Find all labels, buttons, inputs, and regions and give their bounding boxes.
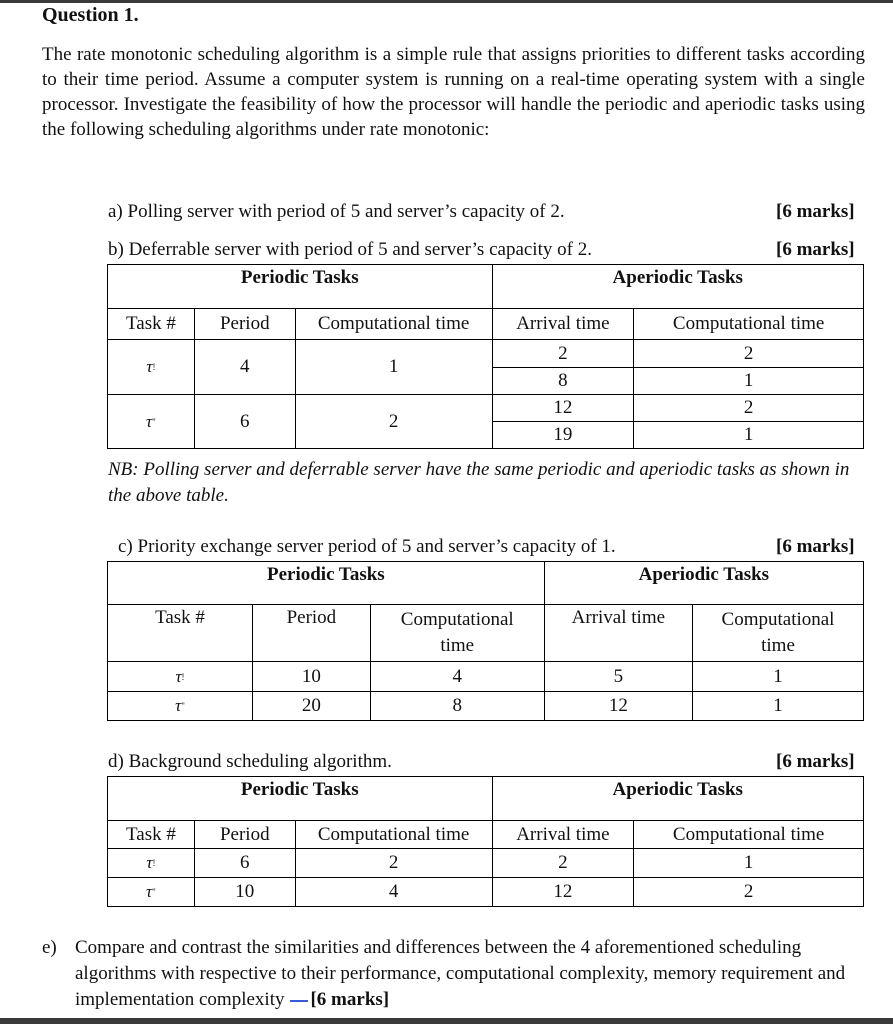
task-cell [108, 340, 195, 395]
arrival-time-cell: 5 [544, 662, 692, 692]
aperiodic-computational-time-cell: 2 [634, 395, 864, 422]
computational-time-cell: 2 [295, 395, 492, 449]
part-d-text: d) Background scheduling algorithm. [108, 751, 392, 772]
computational-time-cell: 8 [370, 692, 544, 721]
aperiodic-tasks-header: Aperiodic Tasks [492, 777, 864, 821]
question-intro: The rate monotonic scheduling algorithm is a simple rule that assigns priorities to different tasks according to their time period. Assume a computer system is running on a real-time operating system with a single processor. Investigate the feasibility of how the processor will handle the periodic and aperiodic tasks using the following scheduling algorithms under rate monotonic: [42, 44, 865, 140]
arrival-time-cell: 8 [492, 368, 634, 395]
aperiodic-tasks-header: Aperiodic Tasks [492, 265, 864, 309]
aperiodic-computational-time-cell: 1 [693, 692, 864, 721]
column-header: Period [194, 309, 295, 340]
aperiodic-computational-time-cell: 2 [634, 340, 864, 368]
periodic-tasks-header: Periodic Tasks [108, 562, 545, 605]
aperiodic-computational-time-cell: 2 [634, 878, 864, 907]
column-header: Task # [108, 309, 195, 340]
part-a-text: a) Polling server with period of 5 and server’s capacity of 2. [108, 201, 565, 222]
task-cell [108, 692, 253, 721]
task-cell [108, 662, 253, 692]
aperiodic-computational-time-cell: 1 [634, 849, 864, 878]
aperiodic-computational-time-cell: 1 [634, 368, 864, 395]
part-d-marks: [6 marks] [776, 751, 855, 772]
column-header: Computational time [634, 821, 864, 849]
arrival-time-cell: 12 [492, 395, 634, 422]
part-e-text: Compare and contrast the similarities and differences between the 4 aforementioned scheduling algorithms with respective to their performance, computational complexity, memory requirement and implementation complexity [75, 937, 846, 1010]
tau-symbol: $\tau_"$ [175, 696, 185, 715]
table-polling-deferrable [107, 264, 864, 449]
part-e-label: e) [42, 937, 57, 958]
arrival-time-cell: 2 [492, 849, 634, 878]
task-cell [108, 849, 195, 878]
cursor-underline [290, 1000, 308, 1002]
table-background-scheduling [107, 776, 864, 907]
column-header: Computational time [370, 605, 544, 662]
aperiodic-computational-time-cell: 1 [693, 662, 864, 692]
tau-symbol: $\tau_"$ [146, 882, 156, 901]
column-header: Computational time [634, 309, 864, 340]
part-e [42, 935, 865, 1013]
aperiodic-tasks-header: Aperiodic Tasks [544, 562, 863, 605]
period-cell: 10 [253, 662, 371, 692]
period-cell: 10 [194, 878, 295, 907]
arrival-time-cell: 2 [492, 340, 634, 368]
column-header: Task # [108, 605, 253, 662]
task-cell [108, 878, 195, 907]
computational-time-cell: 4 [370, 662, 544, 692]
column-header: Computational time [295, 309, 492, 340]
tau-symbol: $\tau_!$ [146, 357, 156, 376]
question-title: Question 1. [42, 4, 139, 26]
tau-symbol: $\tau_!$ [175, 666, 185, 686]
bottom-border [0, 1018, 893, 1024]
arrival-time-cell: 12 [544, 692, 692, 721]
aperiodic-computational-time-cell: 1 [634, 422, 864, 449]
computational-time-cell: 2 [295, 849, 492, 878]
column-header: Arrival time [544, 605, 692, 662]
part-e-marks: [6 marks] [310, 989, 390, 1010]
period-cell: 20 [253, 692, 371, 721]
part-c-marks: [6 marks] [776, 536, 855, 557]
top-border [0, 0, 893, 3]
part-b-marks: [6 marks] [776, 239, 855, 260]
arrival-time-cell: 19 [492, 422, 634, 449]
table-priority-exchange [107, 561, 864, 721]
column-header: Computational time [295, 821, 492, 849]
column-header: Period [253, 605, 371, 662]
periodic-tasks-header: Periodic Tasks [108, 265, 493, 309]
tau-symbol: $\tau_!$ [146, 853, 156, 872]
part-a-marks: [6 marks] [776, 201, 855, 222]
column-header: Arrival time [492, 309, 634, 340]
computational-time-cell: 1 [295, 340, 492, 395]
task-cell [108, 395, 195, 449]
tau-symbol: $\tau_"$ [146, 411, 156, 431]
column-header: Task # [108, 821, 195, 849]
column-header: Arrival time [492, 821, 634, 849]
nb-note: NB: Polling server and deferrable server have the same periodic and aperiodic tasks as shown in the above table. [108, 459, 850, 506]
arrival-time-cell: 12 [492, 878, 634, 907]
period-cell: 4 [194, 340, 295, 395]
part-b-text: b) Deferrable server with period of 5 and server’s capacity of 2. [108, 239, 592, 260]
computational-time-cell: 4 [295, 878, 492, 907]
part-c-text: c) Priority exchange server period of 5 and server’s capacity of 1. [118, 536, 616, 557]
periodic-tasks-header: Periodic Tasks [108, 777, 493, 821]
period-cell: 6 [194, 849, 295, 878]
period-cell: 6 [194, 395, 295, 449]
column-header: Period [194, 821, 295, 849]
column-header: Computational time [693, 605, 864, 662]
